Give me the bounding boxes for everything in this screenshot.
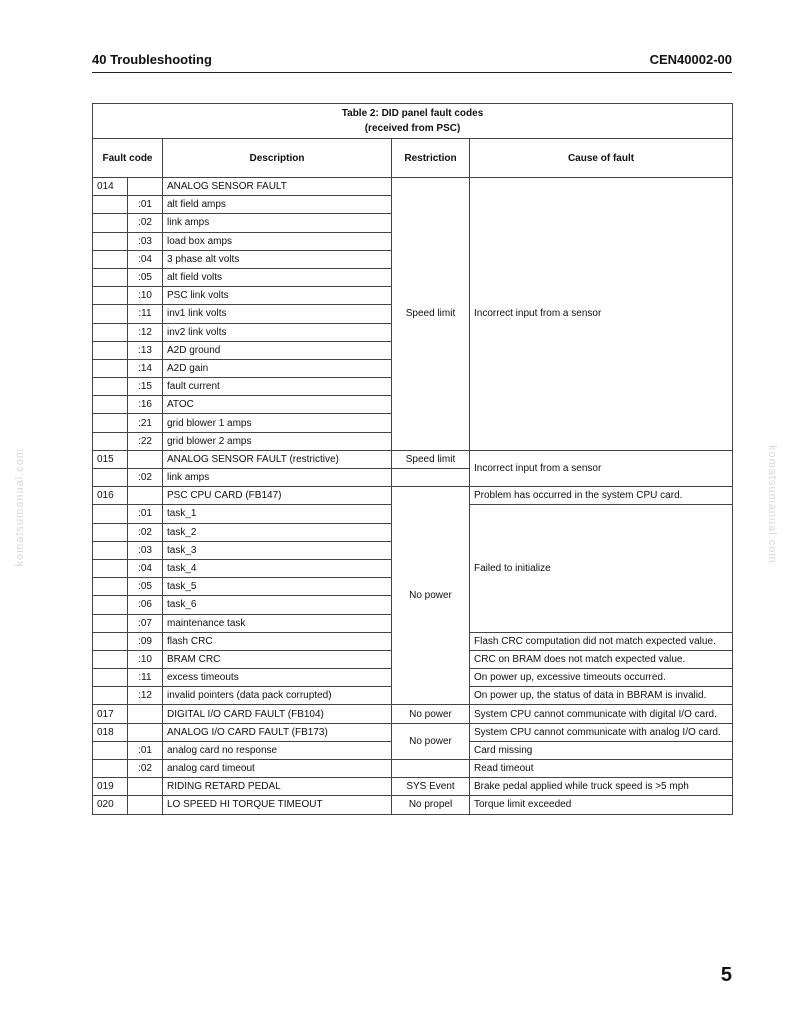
sub-code [128, 796, 163, 814]
fault-description: 3 phase alt volts [163, 250, 392, 268]
fault-code [93, 396, 128, 414]
fault-description: PSC link volts [163, 287, 392, 305]
sub-code [128, 487, 163, 505]
fault-description: invalid pointers (data pack corrupted) [163, 687, 392, 705]
fault-code: 020 [93, 796, 128, 814]
restriction: No propel [392, 796, 470, 814]
sub-code: :07 [128, 614, 163, 632]
sub-code: :22 [128, 432, 163, 450]
fault-codes-table [92, 103, 733, 815]
table-row [93, 778, 733, 796]
fault-code [93, 232, 128, 250]
table-row [93, 450, 733, 468]
document-id: CEN40002-00 [649, 52, 732, 67]
fault-code: 015 [93, 450, 128, 468]
sub-code: :06 [128, 596, 163, 614]
restriction: Speed limit [392, 450, 470, 468]
sub-code: :11 [128, 305, 163, 323]
fault-description: inv2 link volts [163, 323, 392, 341]
caption-line-2: (received from PSC) [364, 123, 461, 134]
fault-code [93, 250, 128, 268]
fault-description: ATOC [163, 396, 392, 414]
fault-code [93, 268, 128, 286]
restriction: No power [392, 723, 470, 759]
fault-code [93, 741, 128, 759]
sub-code: :13 [128, 341, 163, 359]
restriction-empty [392, 760, 470, 778]
fault-cause: Incorrect input from a sensor [470, 178, 733, 451]
fault-code [93, 505, 128, 523]
page-number: 5 [720, 964, 732, 986]
sub-code: :11 [128, 669, 163, 687]
fault-code [93, 432, 128, 450]
sub-code [128, 705, 163, 723]
fault-code [93, 341, 128, 359]
fault-description: grid blower 2 amps [163, 432, 392, 450]
fault-cause: Card missing [470, 741, 733, 759]
fault-description: task_6 [163, 596, 392, 614]
fault-code [93, 287, 128, 305]
fault-code [93, 687, 128, 705]
sub-code: :02 [128, 469, 163, 487]
sub-code: :05 [128, 268, 163, 286]
restriction: Speed limit [392, 178, 470, 451]
fault-cause: Problem has occurred in the system CPU card. [470, 487, 733, 505]
sub-code: :03 [128, 232, 163, 250]
sub-code: :01 [128, 741, 163, 759]
fault-description: fault current [163, 378, 392, 396]
fault-code [93, 214, 128, 232]
fault-cause: Read timeout [470, 760, 733, 778]
fault-code: 019 [93, 778, 128, 796]
fault-description: alt field volts [163, 268, 392, 286]
table-row [93, 760, 733, 778]
fault-code [93, 632, 128, 650]
sub-code: :04 [128, 250, 163, 268]
fault-cause: CRC on BRAM does not match expected value. [470, 650, 733, 668]
sub-code: :15 [128, 378, 163, 396]
fault-code: 017 [93, 705, 128, 723]
table-row [93, 178, 733, 196]
fault-description: grid blower 1 amps [163, 414, 392, 432]
caption-line-1: Table 2: DID panel fault codes [341, 108, 484, 119]
fault-description: ANALOG I/O CARD FAULT (FB173) [163, 723, 392, 741]
fault-cause: Incorrect input from a sensor [470, 450, 733, 486]
section-title: 40 Troubleshooting [92, 52, 212, 67]
table-row [93, 723, 733, 741]
fault-code [93, 669, 128, 687]
fault-description: load box amps [163, 232, 392, 250]
sub-code [128, 450, 163, 468]
fault-description: PSC CPU CARD (FB147) [163, 487, 392, 505]
column-header-fault-code: Fault code [93, 139, 163, 178]
fault-description: A2D ground [163, 341, 392, 359]
restriction: SYS Event [392, 778, 470, 796]
fault-cause: System CPU cannot communicate with digital I/O card. [470, 705, 733, 723]
fault-code [93, 323, 128, 341]
watermark-right: komatsumanual.com [766, 445, 778, 564]
sub-code: :02 [128, 214, 163, 232]
fault-code [93, 469, 128, 487]
fault-description: ANALOG SENSOR FAULT (restrictive) [163, 450, 392, 468]
fault-code [93, 559, 128, 577]
sub-code: :05 [128, 578, 163, 596]
fault-code [93, 196, 128, 214]
fault-code [93, 414, 128, 432]
fault-code [93, 523, 128, 541]
fault-code [93, 650, 128, 668]
sub-code: :14 [128, 359, 163, 377]
fault-description: RIDING RETARD PEDAL [163, 778, 392, 796]
fault-description: analog card no response [163, 741, 392, 759]
fault-description: excess timeouts [163, 669, 392, 687]
fault-description: link amps [163, 469, 392, 487]
sub-code: :21 [128, 414, 163, 432]
sub-code: :09 [128, 632, 163, 650]
fault-code: 016 [93, 487, 128, 505]
fault-description: BRAM CRC [163, 650, 392, 668]
fault-cause: Flash CRC computation did not match expected value. [470, 632, 733, 650]
fault-cause: Failed to initialize [470, 505, 733, 632]
header-rule [92, 72, 732, 73]
table-caption [93, 104, 733, 139]
fault-code [93, 359, 128, 377]
sub-code: :04 [128, 559, 163, 577]
fault-description: ANALOG SENSOR FAULT [163, 178, 392, 196]
watermark-left: komatsumanual.com [14, 448, 26, 567]
restriction: No power [392, 487, 470, 705]
fault-description: inv1 link volts [163, 305, 392, 323]
fault-code [93, 578, 128, 596]
sub-code: :02 [128, 760, 163, 778]
fault-description: analog card timeout [163, 760, 392, 778]
fault-cause: On power up, the status of data in BBRAM is invalid. [470, 687, 733, 705]
sub-code [128, 723, 163, 741]
fault-cause: On power up, excessive timeouts occurred. [470, 669, 733, 687]
sub-code: :02 [128, 523, 163, 541]
fault-description: task_2 [163, 523, 392, 541]
fault-code [93, 596, 128, 614]
fault-description: link amps [163, 214, 392, 232]
fault-cause: System CPU cannot communicate with analog I/O card. [470, 723, 733, 741]
sub-code: :03 [128, 541, 163, 559]
fault-code: 018 [93, 723, 128, 741]
fault-description: maintenance task [163, 614, 392, 632]
fault-description: task_1 [163, 505, 392, 523]
column-header-restriction: Restriction [392, 139, 470, 178]
fault-code: 014 [93, 178, 128, 196]
fault-description: alt field amps [163, 196, 392, 214]
sub-code: :12 [128, 687, 163, 705]
fault-code [93, 378, 128, 396]
sub-code: :12 [128, 323, 163, 341]
sub-code [128, 778, 163, 796]
sub-code: :16 [128, 396, 163, 414]
fault-code [93, 760, 128, 778]
sub-code: :10 [128, 650, 163, 668]
column-header-cause: Cause of fault [470, 139, 733, 178]
fault-description: task_3 [163, 541, 392, 559]
sub-code: :10 [128, 287, 163, 305]
page-header [92, 52, 732, 72]
sub-code: :01 [128, 505, 163, 523]
fault-cause: Brake pedal applied while truck speed is >5 mph [470, 778, 733, 796]
fault-description: task_5 [163, 578, 392, 596]
table-row [93, 796, 733, 814]
restriction: No power [392, 705, 470, 723]
fault-description: A2D gain [163, 359, 392, 377]
fault-description: task_4 [163, 559, 392, 577]
table-row [93, 487, 733, 505]
sub-code: :01 [128, 196, 163, 214]
fault-code [93, 541, 128, 559]
fault-code [93, 305, 128, 323]
sub-code [128, 178, 163, 196]
fault-cause: Torque limit exceeded [470, 796, 733, 814]
table-row [93, 705, 733, 723]
fault-description: LO SPEED HI TORQUE TIMEOUT [163, 796, 392, 814]
fault-code [93, 614, 128, 632]
fault-description: DIGITAL I/O CARD FAULT (FB104) [163, 705, 392, 723]
fault-description: flash CRC [163, 632, 392, 650]
column-header-description: Description [163, 139, 392, 178]
restriction-empty [392, 469, 470, 487]
